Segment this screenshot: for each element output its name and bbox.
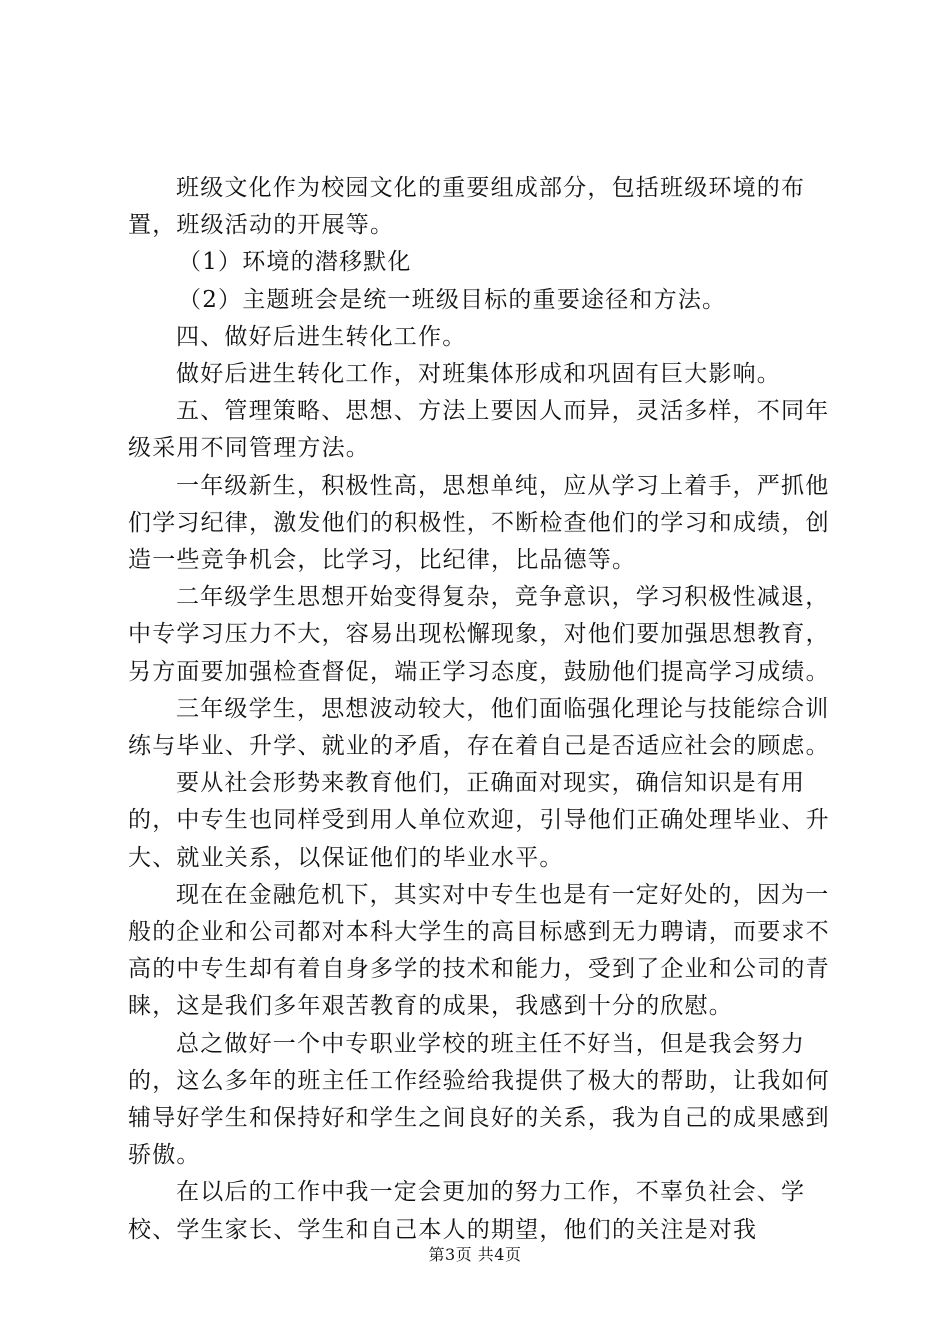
paragraph-third-year: 三年级学生，思想波动较大，他们面临强化理论与技能综合训练与毕业、升学、就业的矛盾，存在着自己是否适应社会的顾虑。: [128, 695, 830, 760]
paragraph-heading-four: 四、做好后进生转化工作。: [176, 323, 467, 350]
paragraph-heading-five: 五、管理策略、思想、方法上要因人而异，灵活多样，不同年级采用不同管理方法。: [128, 398, 830, 462]
paragraph-financial-crisis: 现在在金融危机下，其实对中专生也是有一定好处的，因为一般的企业和公司都对本科大学生的高目标感到无力聘请，而要求不高的中专生却有着自身多学的技术和能力，受到了企业和公司的青睐，这是我们多年艰苦教育的成果，我感到十分的欣慰。: [128, 881, 830, 1020]
paragraph-transform-work: 做好后进生转化工作，对班集体形成和巩固有巨大影响。: [176, 361, 781, 388]
paragraph-theme-meeting: （2）主题班会是统一班级目标的重要途径和方法。: [178, 286, 727, 313]
paragraph-social-education: 要从社会形势来教育他们，正确面对现实，确信知识是有用的，中专生也同样受到用人单位欢迎，引导他们正确处理毕业、升大、就业关系，以保证他们的毕业水平。: [128, 770, 830, 871]
paragraph-future-work: 在以后的工作中我一定会更加的努力工作，不辜负社会、学校、学生家长、学生和自己本人的期望，他们的关注是对我: [128, 1179, 806, 1243]
paragraph-environment: （1）环境的潜移默化: [178, 249, 412, 276]
page-footer: 第3页 共4页: [428, 1245, 522, 1264]
paragraph-first-year: 一年级新生，积极性高，思想单纯，应从学习上着手，严抓他们学习纪律，激发他们的积极性，不断检查他们的学习和成绩，创造一些竞争机会，比学习，比纪律，比品德等。: [128, 472, 830, 574]
paragraph-summary: 总之做好一个中专职业学校的班主任不好当，但是我会努力的，这么多年的班主任工作经验给我提供了极大的帮助，让我如何辅导好学生和保持好和学生之间良好的关系，我为自己的成果感到骄傲。: [128, 1030, 830, 1169]
document-body: [128, 170, 832, 1249]
paragraph-second-year: 二年级学生思想开始变得复杂，竞争意识，学习积极性减退，中专学习压力不大，容易出现松懈现象，对他们要加强思想教育，另方面要加强检查督促，端正学习态度，鼓励他们提高学习成绩。: [128, 584, 830, 685]
paragraph-class-culture: 班级文化作为校园文化的重要组成部分，包括班级环境的布置，班级活动的开展等。: [128, 175, 806, 239]
